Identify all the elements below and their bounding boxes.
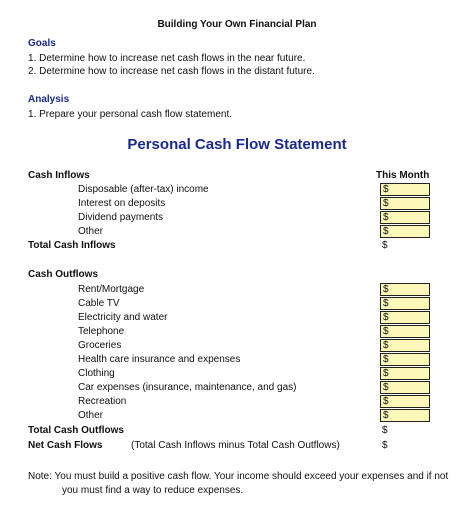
total-outflows-value: $ [382, 425, 388, 436]
net-cash-flows-value: $ [382, 440, 388, 451]
outflow-item: Recreation [78, 396, 127, 407]
outflow-item: Car expenses (insurance, maintenance, and gas) [78, 382, 297, 393]
analysis-heading: Analysis [28, 94, 70, 105]
statement-title: Personal Cash Flow Statement [127, 136, 347, 153]
outflow-item: Health care insurance and expenses [78, 354, 241, 365]
inflow-amount-field[interactable]: $ [380, 225, 430, 238]
note-line: you must find a way to reduce expenses. [62, 485, 244, 496]
column-header-this-month: This Month [376, 170, 430, 181]
goals-heading: Goals [28, 38, 56, 49]
inflow-amount-field[interactable]: $ [380, 211, 430, 224]
outflow-amount-field[interactable]: $ [380, 311, 430, 324]
outflow-item: Electricity and water [78, 312, 168, 323]
outflow-amount-field[interactable]: $ [380, 381, 430, 394]
outflow-item: Groceries [78, 340, 122, 351]
cash-outflows-heading: Cash Outflows [28, 269, 99, 280]
total-cash-outflows-label: Total Cash Outflows [28, 425, 124, 436]
inflow-item: Dividend payments [78, 212, 164, 223]
outflow-amount-field[interactable]: $ [380, 353, 430, 366]
total-inflows-value: $ [382, 240, 388, 251]
inflow-item: Other [78, 226, 104, 237]
inflow-amount-field[interactable]: $ [380, 183, 430, 196]
cash-inflows-heading: Cash Inflows [28, 170, 90, 181]
analysis-item: 1. Prepare your personal cash flow statement. [28, 109, 232, 120]
outflow-amount-field[interactable]: $ [380, 325, 430, 338]
outflow-amount-field[interactable]: $ [380, 283, 430, 296]
outflow-amount-field[interactable]: $ [380, 409, 430, 422]
outflow-item: Cable TV [78, 298, 120, 309]
inflow-item: Disposable (after-tax) income [78, 184, 209, 195]
inflow-item: Interest on deposits [78, 198, 166, 209]
outflow-item: Clothing [78, 368, 115, 379]
outflow-amount-field[interactable]: $ [380, 297, 430, 310]
document-title: Building Your Own Financial Plan [157, 19, 317, 30]
total-cash-inflows-label: Total Cash Inflows [28, 240, 116, 251]
net-cash-flows-label: Net Cash Flows [28, 440, 103, 451]
outflow-amount-field[interactable]: $ [380, 367, 430, 380]
outflow-amount-field[interactable]: $ [380, 339, 430, 352]
goal-item: 2. Determine how to increase net cash flows in the distant future. [28, 66, 315, 77]
inflow-amount-field[interactable]: $ [380, 197, 430, 210]
note-line: Note: You must build a positive cash flow. Your income should exceed your expenses and if not [28, 471, 449, 482]
net-cash-flows-formula: (Total Cash Inflows minus Total Cash Outflows) [131, 440, 340, 451]
outflow-item: Other [78, 410, 104, 421]
outflow-amount-field[interactable]: $ [380, 395, 430, 408]
outflow-item: Rent/Mortgage [78, 284, 145, 295]
goal-item: 1. Determine how to increase net cash flows in the near future. [28, 53, 306, 64]
outflow-item: Telephone [78, 326, 125, 337]
